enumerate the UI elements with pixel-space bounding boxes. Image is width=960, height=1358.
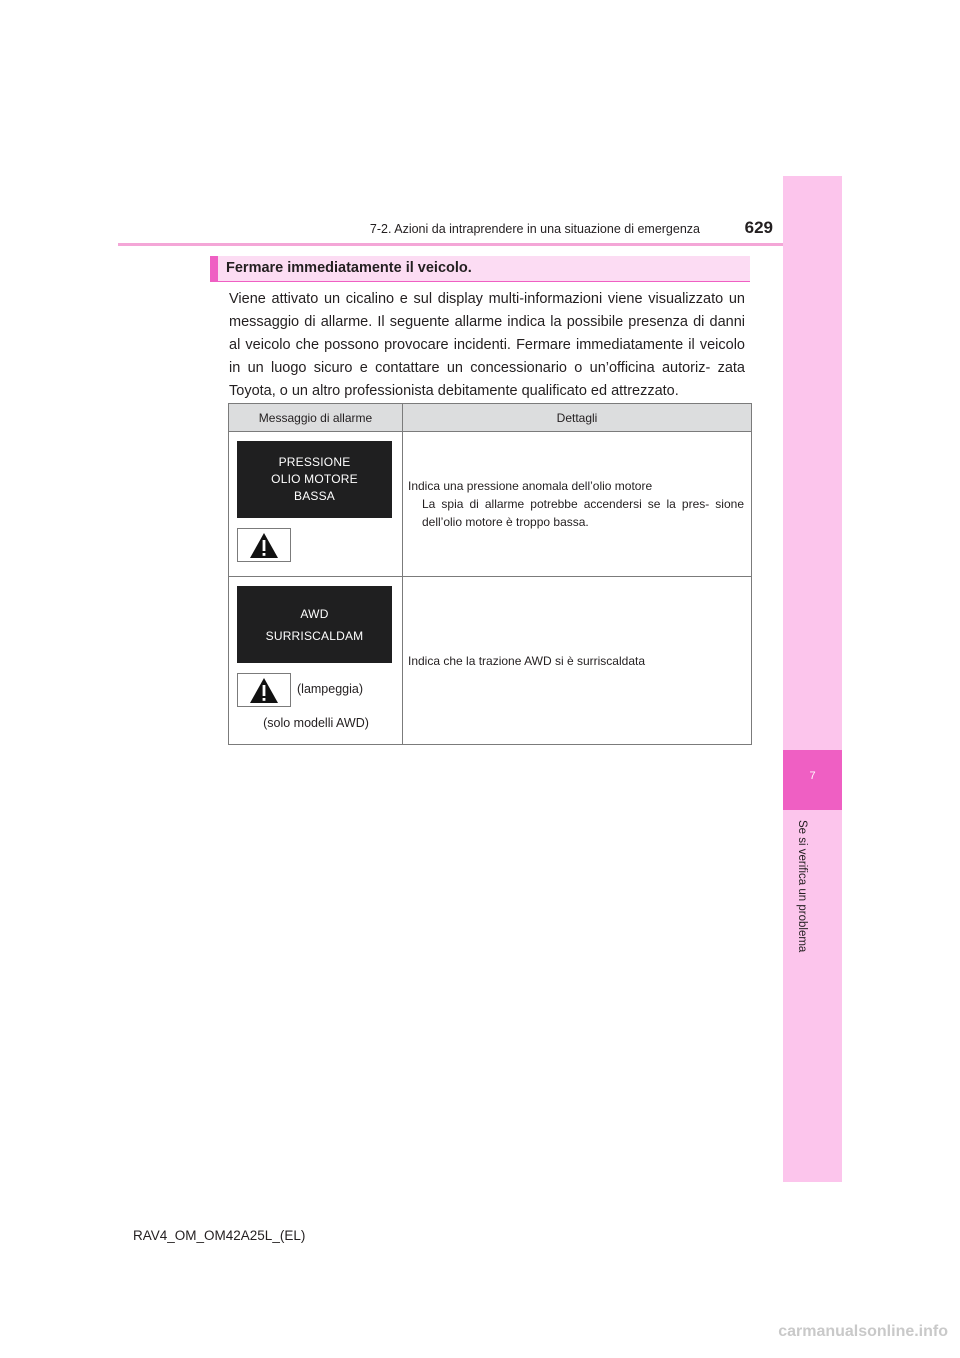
header-divider: [118, 243, 841, 246]
chapter-number: 7: [809, 770, 816, 782]
message-cell: [229, 432, 403, 577]
heading-accent-bar: [210, 256, 218, 281]
column-header-details: Dettagli: [403, 404, 752, 432]
document-code: RAV4_OM_OM42A25L_(EL): [133, 1228, 306, 1243]
alarm-table: [228, 403, 752, 745]
display-line: OLIO MOTORE: [271, 472, 358, 486]
table-row: [229, 432, 752, 577]
model-note: (solo modelli AWD): [263, 716, 369, 730]
blink-label: (lampeggia): [297, 682, 364, 696]
section-title: 7-2. Azioni da intraprendere in una situazione di emergenza: [369, 222, 700, 236]
multi-info-display: [237, 441, 392, 518]
chapter-title: Se si verifica un problema: [796, 820, 808, 953]
body-paragraph: Viene attivato un cicalino e sul display multi-informazioni viene visualizzato un messaggio di allarme. Il seguente allarme indica la possibile presenza di danni al veicolo che possono provocare incidenti. Fermare immediatamente il veicolo in un luogo sicuro e contattare un concessionario o un’officina autoriz- zata Toyota, o un altro professionista debitamente qualificato ed attrezzato.: [229, 291, 745, 399]
details-cell: [403, 432, 752, 577]
heading-text: Fermare immediatamente il veicolo.: [226, 260, 472, 276]
page-number: 629: [744, 218, 773, 237]
warning-triangle-icon: [249, 677, 279, 704]
warning-light-box: [237, 673, 291, 707]
detail-note: La spia di allarme potrebbe accendersi se la pres- sione dell’olio motore è troppo bassa.: [422, 497, 744, 529]
display-line: PRESSIONE: [278, 455, 351, 469]
warning-light-box: [237, 528, 291, 562]
detail-text: Indica che la trazione AWD si è surriscaldata: [408, 653, 645, 668]
detail-text: Indica una pressione anomala dell’olio motore: [408, 479, 653, 493]
warning-heading: [210, 256, 750, 282]
display-line: AWD: [300, 606, 329, 621]
warning-triangle-icon: [249, 532, 279, 559]
watermark: carmanualsonline.info: [778, 1323, 948, 1340]
table-row: [229, 577, 752, 745]
message-cell: [229, 577, 403, 745]
column-header-message: Messaggio di allarme: [229, 404, 403, 432]
multi-info-display: [237, 586, 392, 663]
display-line: SURRISCALDAM: [265, 628, 364, 643]
table-header-row: [229, 404, 752, 432]
chapter-side-tab: [783, 176, 842, 1182]
details-cell: [403, 577, 752, 745]
display-line: BASSA: [293, 489, 336, 503]
